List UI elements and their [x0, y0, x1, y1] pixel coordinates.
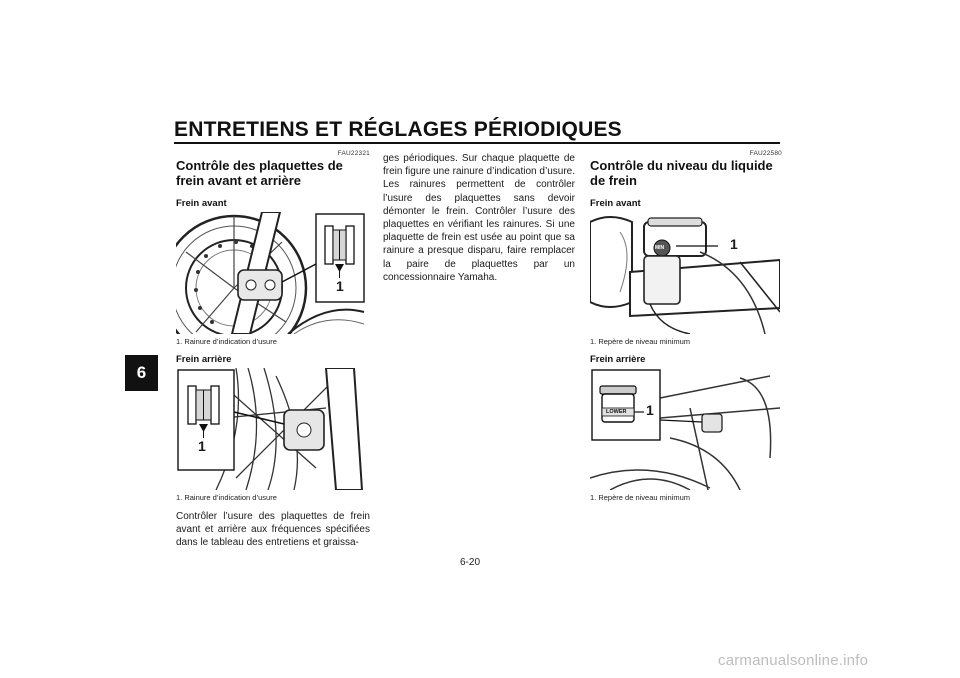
- page-number: 6-20: [460, 557, 481, 568]
- min-level-mark: MIN: [655, 245, 665, 251]
- callout-number-rear-fluid: 1: [646, 402, 654, 418]
- reference-code: FAU22580: [749, 150, 782, 157]
- caption-front-pad: 1. Rainure d’indication d’usure: [176, 337, 277, 346]
- subheading-front-brake: Frein avant: [590, 198, 641, 209]
- header-rule: [174, 142, 780, 144]
- paragraph-left: Contrôler l’usure des plaquettes de frein avant et arrière aux fréquences spécifiées dans le tableau des entretiens et graissa-: [176, 511, 370, 549]
- figure-rear-brake-pad: [176, 368, 366, 490]
- callout-number-front-pad: 1: [336, 278, 344, 294]
- subheading-rear-brake: Frein arrière: [176, 354, 232, 365]
- middle-column: [383, 152, 575, 284]
- figure-rear-fluid-reservoir: [590, 368, 780, 490]
- section-title-brake-pads: Contrôle des plaquettes de frein avant et arrière: [176, 158, 343, 188]
- paragraph-middle: ges périodiques. Sur chaque plaquette de frein figure une rainure d’indication d’usure. Les rainures permettent de contrôler l’usure des plaquettes sans devoir démonter le frein. Contrôler l’usure des plaquettes en vérifiant les rainures. Si une plaquette de frein est usée au point que sa rainure a presque disparu, faire remplacer la paire de plaquettes par un concessionnaire Yamaha.: [383, 153, 575, 283]
- callout-number-front-fluid: 1: [730, 236, 738, 252]
- left-column: [176, 150, 370, 550]
- subheading-rear-brake: Frein arrière: [590, 354, 646, 365]
- page-title: ENTRETIENS ET RÉGLAGES PÉRIODIQUES: [174, 118, 622, 141]
- subheading-front-brake: Frein avant: [176, 198, 227, 209]
- right-column: [590, 150, 782, 510]
- section-title-brake-fluid: Contrôle du niveau du liquide de frein: [590, 158, 773, 188]
- chapter-tab: 6: [125, 355, 158, 391]
- reference-code: FAU22321: [337, 150, 370, 157]
- figure-front-fluid-reservoir: [590, 212, 780, 334]
- lower-level-mark: LOWER: [606, 409, 627, 415]
- caption-front-fluid: 1. Repère de niveau minimum: [590, 337, 691, 346]
- callout-number-rear-pad: 1: [198, 438, 206, 454]
- caption-rear-fluid: 1. Repère de niveau minimum: [590, 493, 691, 502]
- watermark: carmanualsonline.info: [718, 652, 869, 669]
- caption-rear-pad: 1. Rainure d’indication d’usure: [176, 493, 277, 502]
- figure-front-brake-pad: [176, 212, 366, 334]
